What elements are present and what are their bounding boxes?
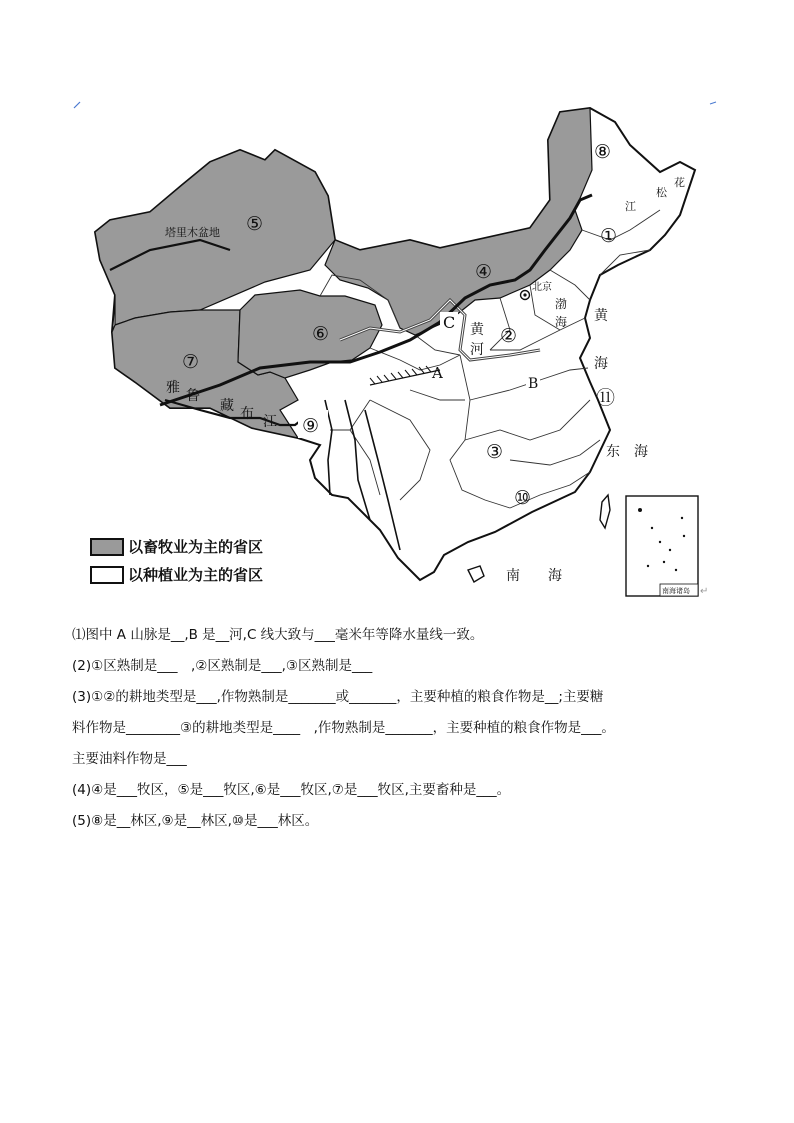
svg-text:黄: 黄	[594, 308, 608, 324]
svg-text:海: 海	[594, 356, 608, 372]
question-2: (2)①区熟制是___ ,②区熟制是___,③区熟制是___	[72, 658, 373, 674]
svg-text:雅: 雅	[166, 380, 180, 396]
svg-text:花: 花	[674, 176, 685, 189]
question-4: (4)④是___牧区，⑤是___牧区,⑥是___牧区,⑦是___牧区,主要畜种是___。	[72, 782, 511, 798]
inset-label: 南海诸岛	[662, 587, 690, 595]
svg-text:黄: 黄	[470, 322, 484, 338]
label-nan-hai: 南 海	[506, 568, 562, 584]
question-1: ⑴图中 A 山脉是__,B 是__河,C 线大致与___毫米年等降水量线一致。	[72, 627, 484, 643]
region-label-11: ⑪	[596, 387, 616, 409]
region-label-7: ⑦	[182, 351, 200, 373]
svg-text:河: 河	[470, 342, 484, 358]
region-label-1: ①	[600, 225, 618, 247]
region-label-3: ③	[486, 441, 504, 463]
legend-swatch-pastoral	[90, 538, 124, 556]
label-dong-hai: 东 海	[606, 444, 648, 460]
region-label-5: ⑤	[246, 213, 264, 235]
svg-text:江: 江	[263, 414, 277, 430]
question-list	[72, 620, 732, 837]
hainan	[468, 566, 484, 582]
svg-text:海: 海	[555, 315, 568, 329]
svg-text:松: 松	[656, 186, 667, 199]
label-tarim-basin: 塔里木盆地	[165, 226, 220, 239]
question-3-line-3: 主要油料作物是___	[72, 751, 187, 767]
question-3-line-1: (3)①②的耕地类型是___,作物熟制是_______或_______，主要种植的粮食作物是__;主要糖	[72, 689, 604, 705]
return-symbol: ↵	[700, 586, 709, 597]
label-a: A	[432, 364, 443, 382]
region-label-9: ⑨	[302, 415, 320, 437]
region-label-6: ⑥	[312, 323, 330, 345]
corner-mark	[710, 102, 716, 104]
china-agriculture-map	[70, 100, 720, 600]
legend-label-pastoral: 以畜牧业为主的省区	[128, 538, 264, 556]
svg-text:江: 江	[625, 200, 636, 213]
corner-mark	[74, 102, 80, 108]
region-label-10: ⑩	[514, 487, 532, 509]
svg-text:鲁: 鲁	[186, 388, 200, 404]
south-china-sea-inset	[626, 496, 698, 596]
svg-text:藏: 藏	[220, 398, 234, 414]
region-label-2: ②	[500, 325, 518, 347]
question-5: (5)⑧是__林区,⑨是__林区,⑩是___林区。	[72, 813, 319, 829]
legend-swatch-farming	[90, 566, 124, 584]
label-huang-hai	[594, 308, 609, 372]
label-beijing: 北京	[532, 282, 552, 293]
legend-label-farming: 以种植业为主的省区	[128, 566, 264, 584]
label-b: B	[528, 376, 539, 392]
label-c: C	[443, 313, 456, 332]
question-3-line-2: 料作物是________③的耕地类型是____ ,作物熟制是_______，主要种植的粮食作物是___。	[72, 720, 615, 736]
region-label-8: ⑧	[594, 141, 612, 163]
taiwan	[600, 495, 610, 528]
region-label-4: ④	[475, 261, 493, 283]
svg-text:渤: 渤	[555, 297, 568, 311]
svg-text:布: 布	[240, 406, 254, 422]
